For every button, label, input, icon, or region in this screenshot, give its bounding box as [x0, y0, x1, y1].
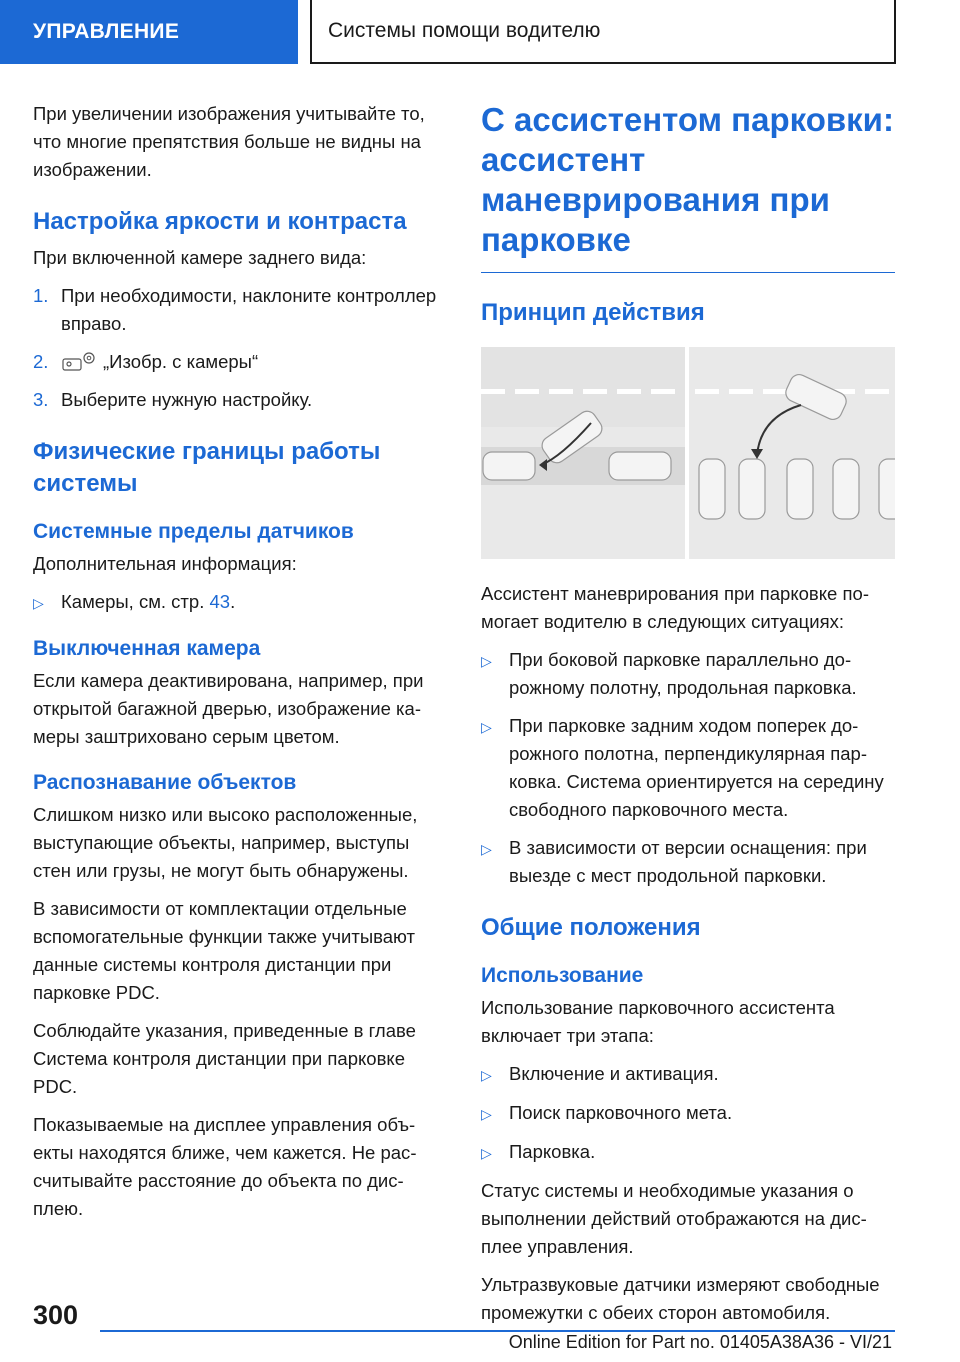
right-column [481, 100, 895, 1337]
triangle-bullet-icon: ▷ [481, 841, 492, 857]
triangle-bullet-icon: ▷ [33, 595, 44, 611]
page-link[interactable]: 43 [209, 591, 231, 612]
left-column [33, 100, 445, 1233]
list-item [481, 712, 895, 824]
detection-paragraph-2: В зависимости от комплектации отдельные вспомогательные функции также учитывают данные системы контроля дистанции при парковке PDC. [33, 898, 415, 1003]
usage-paragraph-1: Статус системы и необходимые указания о выполнении действий отображаются на дисплее управления. [481, 1180, 867, 1257]
brightness-heading: Настройка яркости и контраста [33, 208, 407, 235]
page-number: 300 [33, 1300, 79, 1330]
brightness-text: При включенной камере заднего вида: [33, 247, 367, 268]
detection-paragraph-4: Показываемые на дисплее управления объекты находятся ближе, чем кажется. Не рассчитывайте расстояние до объекта по дисплею. [33, 1114, 417, 1219]
general-heading: Общие положения [481, 914, 701, 941]
list-item-text: При боковой парковке параллельно дорожному полотну, продольная парковка. [509, 649, 857, 698]
list-item [481, 646, 895, 702]
list-item-text: Включение и активация. [509, 1063, 719, 1084]
parking-illustration [481, 347, 895, 559]
step-3 [33, 386, 445, 414]
title-divider [481, 272, 895, 273]
list-item-text: В зависимости от версии оснащения: при выезде с мест продольной парковки. [509, 837, 867, 886]
step-1 [33, 282, 445, 338]
limits-heading: Физические границы работы системы [33, 438, 381, 497]
principle-text: Ассистент маневрирования при парковке помогает водителю в следующих ситуациях: [481, 583, 869, 632]
list-item [481, 1138, 895, 1167]
chapter-tab: Системы помощи водителю [310, 0, 896, 64]
triangle-bullet-icon: ▷ [481, 1067, 492, 1083]
step-2 [33, 348, 445, 376]
list-item [33, 588, 445, 617]
camera-settings-icon [61, 350, 97, 372]
list-item [481, 834, 895, 890]
usage-paragraph-2: Ультразвуковые датчики измеряют свободные промежутки с обеих сторон автомобиля. [481, 1274, 880, 1323]
list-item [481, 1060, 895, 1089]
camera-off-text: Если камера деактивирована, например, при открытой багажной дверью, изображение камеры заштриховано серым цветом. [33, 670, 424, 747]
footer-edition: Online Edition for Part no. 01405A38A36 - VI/21 [508, 1332, 892, 1352]
triangle-bullet-icon: ▷ [481, 653, 492, 669]
triangle-bullet-icon: ▷ [481, 1106, 492, 1122]
step-text: „Изобр. с камеры“ [103, 351, 259, 372]
step-text: При необходимости, наклоните контроллер вправо. [61, 285, 437, 334]
list-item-text: Парковка. [509, 1141, 596, 1162]
principle-heading: Принцип действия [481, 299, 705, 326]
object-detection-heading: Распознавание объектов [33, 771, 297, 794]
sensor-limits-heading: Системные пределы датчиков [33, 520, 354, 543]
list-item-text: Поиск парковочного мета. [509, 1102, 733, 1123]
triangle-bullet-icon: ▷ [481, 719, 492, 735]
list-item [481, 1099, 895, 1128]
section-tab: УПРАВЛЕНИЕ [0, 0, 298, 64]
reference-text: Камеры, см. стр. [61, 591, 210, 612]
section-title: С ассистентом парковки: ассистент маневрирования при парковке [481, 101, 894, 258]
detection-paragraph-3: Соблюдайте указания, приведенные в главе Система контроля дистанции при парковке PDC. [33, 1020, 416, 1097]
reference-suffix: . [230, 591, 236, 612]
usage-heading: Использование [481, 964, 644, 987]
intro-paragraph: При увеличении изображения учитывайте то, что многие препятствия больше не видны на изображении. [33, 103, 425, 180]
step-number: 1. [33, 285, 49, 306]
list-item-text: При парковке задним ходом поперек дорожного полотна, перпендикулярная парковка. Система ориентируется на середину свободного парковочного места. [509, 715, 884, 820]
cross-reference [61, 588, 235, 617]
step-text-wrap [61, 348, 258, 376]
camera-off-heading: Выключенная камера [33, 637, 261, 660]
sensor-limits-text: Дополнительная информация: [33, 553, 297, 574]
step-text: Выберите нужную настройку. [61, 389, 313, 410]
usage-text: Использование парковочного ассистента включает три этапа: [481, 997, 835, 1046]
step-number: 2. [33, 351, 49, 372]
step-number: 3. [33, 389, 49, 410]
triangle-bullet-icon: ▷ [481, 1145, 492, 1161]
detection-paragraph-1: Слишком низко или высоко расположенные, выступающие объекты, например, выступы стен или грузы, не могут быть обнаружены. [33, 804, 418, 881]
